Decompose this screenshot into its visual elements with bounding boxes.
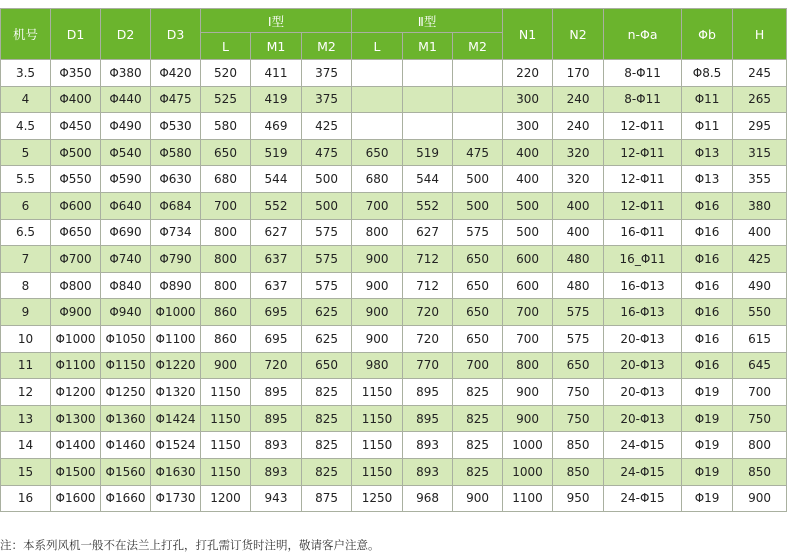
table-cell: 825: [302, 458, 352, 485]
table-cell: 1150: [201, 379, 251, 406]
table-row: [1, 485, 787, 512]
table-cell: Φ420: [151, 60, 201, 87]
table-cell: 1000: [503, 432, 553, 459]
table-cell: 850: [553, 458, 604, 485]
table-cell: Φ890: [151, 272, 201, 299]
table-cell: 968: [403, 485, 453, 512]
table-cell: 700: [503, 325, 553, 352]
table-cell: 11: [1, 352, 51, 379]
table-cell: Φ380: [101, 60, 151, 87]
table-cell: 400: [733, 219, 787, 246]
table-cell: Φ16: [682, 192, 733, 219]
table-cell: 800: [352, 219, 403, 246]
table-cell: 700: [352, 192, 403, 219]
table-cell: 20-Φ13: [604, 352, 682, 379]
table-cell: 15: [1, 458, 51, 485]
table-cell: 400: [553, 219, 604, 246]
table-cell: 1150: [352, 458, 403, 485]
table-cell: 650: [453, 246, 503, 273]
table-cell: 295: [733, 113, 787, 140]
table-cell: 16-Φ13: [604, 272, 682, 299]
table-cell: Φ690: [101, 219, 151, 246]
table-cell: Φ490: [101, 113, 151, 140]
table-cell: 893: [251, 432, 302, 459]
table-cell: Φ1560: [101, 458, 151, 485]
table-cell: 425: [733, 246, 787, 273]
table-cell: Φ19: [682, 379, 733, 406]
header-d3: D3: [151, 9, 201, 60]
header-type-2: Ⅱ型: [352, 9, 503, 33]
table-cell: 600: [503, 246, 553, 273]
table-cell: 900: [453, 485, 503, 512]
table-row: [1, 352, 787, 379]
table-cell: Φ13: [682, 139, 733, 166]
table-cell: Φ1000: [151, 299, 201, 326]
table-cell: 24-Φ15: [604, 485, 682, 512]
table-cell: 1150: [201, 432, 251, 459]
header-n2: N2: [553, 9, 604, 60]
table-cell: Φ1320: [151, 379, 201, 406]
table-cell: Φ475: [151, 86, 201, 113]
table-cell: Φ580: [151, 139, 201, 166]
header-d2: D2: [101, 9, 151, 60]
table-cell: 4: [1, 86, 51, 113]
table-cell: 895: [251, 379, 302, 406]
table-cell: 650: [352, 139, 403, 166]
table-cell: 500: [503, 192, 553, 219]
table-cell: 400: [553, 192, 604, 219]
table-cell: 411: [251, 60, 302, 87]
table-row: [1, 405, 787, 432]
table-row: [1, 219, 787, 246]
table-cell: 700: [453, 352, 503, 379]
table-cell: 1000: [503, 458, 553, 485]
table-cell: 800: [201, 246, 251, 273]
table-cell: 850: [553, 432, 604, 459]
table-cell: Φ1220: [151, 352, 201, 379]
table-cell: 650: [453, 325, 503, 352]
table-cell: Φ790: [151, 246, 201, 273]
table-cell: Φ1100: [151, 325, 201, 352]
table-cell: Φ19: [682, 458, 733, 485]
table-cell: 893: [403, 458, 453, 485]
header-type1-l: L: [201, 33, 251, 60]
table-cell: Φ900: [51, 299, 101, 326]
table-cell: 575: [302, 246, 352, 273]
table-cell: Φ8.5: [682, 60, 733, 87]
table-cell: Φ800: [51, 272, 101, 299]
table-cell: Φ1000: [51, 325, 101, 352]
header-type1-m1: M1: [251, 33, 302, 60]
table-cell: 1200: [201, 485, 251, 512]
table-cell: 575: [553, 299, 604, 326]
table-cell: 1150: [201, 458, 251, 485]
table-cell: Φ600: [51, 192, 101, 219]
table-cell: Φ630: [151, 166, 201, 193]
table-cell: 1100: [503, 485, 553, 512]
table-cell: Φ1100: [51, 352, 101, 379]
table-cell: 900: [352, 272, 403, 299]
table-cell: Φ550: [51, 166, 101, 193]
table-cell: 680: [352, 166, 403, 193]
header-n-phi-a: n-Φa: [604, 9, 682, 60]
footnote: 注：本系列风机一般不在法兰上打孔，打孔需订货时注明，敬请客户注意。: [0, 538, 380, 552]
table-cell: 544: [251, 166, 302, 193]
table-cell: 770: [403, 352, 453, 379]
table-cell: 475: [453, 139, 503, 166]
table-cell: 575: [453, 219, 503, 246]
table-cell: Φ1500: [51, 458, 101, 485]
table-row: [1, 246, 787, 273]
table-cell: Φ16: [682, 299, 733, 326]
table-row: [1, 86, 787, 113]
table-cell: Φ1250: [101, 379, 151, 406]
table-cell: Φ740: [101, 246, 151, 273]
table-cell: 1150: [352, 379, 403, 406]
table-cell: 650: [201, 139, 251, 166]
table-cell: 519: [403, 139, 453, 166]
table-cell: 575: [302, 272, 352, 299]
table-cell: 380: [733, 192, 787, 219]
table-cell: Φ734: [151, 219, 201, 246]
table-cell: 24-Φ15: [604, 432, 682, 459]
table-cell: 625: [302, 325, 352, 352]
table-cell: 469: [251, 113, 302, 140]
table-cell: [403, 86, 453, 113]
table-cell: 9: [1, 299, 51, 326]
table-cell: 425: [302, 113, 352, 140]
table-cell: 490: [733, 272, 787, 299]
table-cell: 16: [1, 485, 51, 512]
table-cell: 5.5: [1, 166, 51, 193]
table-cell: 943: [251, 485, 302, 512]
table-row: [1, 272, 787, 299]
table-cell: 24-Φ15: [604, 458, 682, 485]
table-cell: 320: [553, 166, 604, 193]
table-cell: Φ500: [51, 139, 101, 166]
table-cell: 7: [1, 246, 51, 273]
table-cell: 893: [403, 432, 453, 459]
table-cell: 850: [733, 458, 787, 485]
table-cell: Φ1660: [101, 485, 151, 512]
table-cell: 265: [733, 86, 787, 113]
table-cell: 625: [302, 299, 352, 326]
table-cell: 712: [403, 246, 453, 273]
table-cell: 8-Φ11: [604, 60, 682, 87]
table-cell: 615: [733, 325, 787, 352]
table-cell: 800: [201, 219, 251, 246]
table-cell: 400: [503, 166, 553, 193]
table-cell: 800: [503, 352, 553, 379]
table-cell: 475: [302, 139, 352, 166]
table-cell: Φ19: [682, 405, 733, 432]
table-cell: Φ1360: [101, 405, 151, 432]
table-cell: 6: [1, 192, 51, 219]
table-cell: Φ700: [51, 246, 101, 273]
table-cell: 20-Φ13: [604, 405, 682, 432]
table-cell: 825: [302, 405, 352, 432]
table-cell: 650: [553, 352, 604, 379]
table-cell: 300: [503, 86, 553, 113]
table-cell: 825: [453, 458, 503, 485]
table-cell: 860: [201, 299, 251, 326]
table-cell: 895: [403, 405, 453, 432]
table-cell: 700: [733, 379, 787, 406]
table-cell: Φ19: [682, 432, 733, 459]
table-cell: 315: [733, 139, 787, 166]
table-cell: 720: [251, 352, 302, 379]
table-cell: 519: [251, 139, 302, 166]
table-cell: Φ590: [101, 166, 151, 193]
table-cell: 900: [352, 246, 403, 273]
table-cell: 700: [503, 299, 553, 326]
table-cell: 375: [302, 86, 352, 113]
table-row: [1, 458, 787, 485]
table-cell: 20-Φ13: [604, 379, 682, 406]
table-cell: 800: [733, 432, 787, 459]
table-cell: Φ450: [51, 113, 101, 140]
table-cell: 480: [553, 272, 604, 299]
table-cell: 680: [201, 166, 251, 193]
table-row: [1, 113, 787, 140]
header-type2-l: L: [352, 33, 403, 60]
table-cell: 500: [503, 219, 553, 246]
table-cell: 320: [553, 139, 604, 166]
spec-table: [0, 8, 787, 512]
table-cell: 712: [403, 272, 453, 299]
table-cell: 12: [1, 379, 51, 406]
table-cell: 240: [553, 113, 604, 140]
table-cell: 520: [201, 60, 251, 87]
table-cell: 637: [251, 246, 302, 273]
table-cell: 1150: [352, 405, 403, 432]
table-cell: 550: [733, 299, 787, 326]
table-cell: 16-Φ11: [604, 219, 682, 246]
table-cell: 900: [201, 352, 251, 379]
table-cell: Φ350: [51, 60, 101, 87]
table-cell: 720: [403, 325, 453, 352]
header-n1: N1: [503, 9, 553, 60]
table-cell: Φ640: [101, 192, 151, 219]
table-cell: 400: [503, 139, 553, 166]
table-cell: 900: [503, 379, 553, 406]
table-cell: Φ440: [101, 86, 151, 113]
table-cell: Φ1050: [101, 325, 151, 352]
table-cell: 8: [1, 272, 51, 299]
table-cell: 12-Φ11: [604, 139, 682, 166]
table-cell: Φ16: [682, 219, 733, 246]
table-row: [1, 299, 787, 326]
table-cell: 695: [251, 325, 302, 352]
table-row: [1, 166, 787, 193]
table-cell: 500: [302, 192, 352, 219]
table-cell: 14: [1, 432, 51, 459]
table-cell: 825: [453, 379, 503, 406]
table-cell: 750: [553, 379, 604, 406]
table-cell: 12-Φ11: [604, 113, 682, 140]
table-cell: 575: [302, 219, 352, 246]
table-cell: Φ11: [682, 113, 733, 140]
table-cell: 13: [1, 405, 51, 432]
table-cell: Φ16: [682, 352, 733, 379]
table-cell: Φ19: [682, 485, 733, 512]
table-cell: 500: [453, 166, 503, 193]
table-cell: Φ400: [51, 86, 101, 113]
table-cell: 695: [251, 299, 302, 326]
table-cell: Φ1630: [151, 458, 201, 485]
table-row: [1, 325, 787, 352]
header-type1-m2: M2: [302, 33, 352, 60]
table-cell: 600: [503, 272, 553, 299]
table-cell: Φ650: [51, 219, 101, 246]
table-cell: 525: [201, 86, 251, 113]
table-cell: 20-Φ13: [604, 325, 682, 352]
table-row: [1, 60, 787, 87]
table-row: [1, 192, 787, 219]
table-cell: Φ16: [682, 272, 733, 299]
table-cell: 12-Φ11: [604, 166, 682, 193]
table-cell: Φ530: [151, 113, 201, 140]
table-cell: Φ1460: [101, 432, 151, 459]
table-cell: [453, 113, 503, 140]
table-cell: 750: [553, 405, 604, 432]
table-cell: 950: [553, 485, 604, 512]
table-cell: 5: [1, 139, 51, 166]
table-cell: 637: [251, 272, 302, 299]
table-cell: 895: [403, 379, 453, 406]
table-cell: [403, 60, 453, 87]
table-cell: 419: [251, 86, 302, 113]
table-cell: Φ13: [682, 166, 733, 193]
table-cell: 700: [201, 192, 251, 219]
table-cell: 825: [453, 432, 503, 459]
table-cell: 500: [453, 192, 503, 219]
header-type2-m2: M2: [453, 33, 503, 60]
table-cell: 16_Φ11: [604, 246, 682, 273]
table-cell: 1150: [201, 405, 251, 432]
table-cell: Φ540: [101, 139, 151, 166]
table-cell: Φ840: [101, 272, 151, 299]
table-cell: 1250: [352, 485, 403, 512]
table-cell: 980: [352, 352, 403, 379]
table-cell: 245: [733, 60, 787, 87]
table-cell: Φ1730: [151, 485, 201, 512]
table-row: [1, 379, 787, 406]
table-cell: 3.5: [1, 60, 51, 87]
table-cell: 900: [733, 485, 787, 512]
table-cell: Φ1200: [51, 379, 101, 406]
table-cell: 900: [352, 299, 403, 326]
table-cell: 6.5: [1, 219, 51, 246]
table-cell: 627: [403, 219, 453, 246]
table-cell: 800: [201, 272, 251, 299]
table-header: [1, 9, 787, 60]
table-cell: Φ1424: [151, 405, 201, 432]
table-cell: 575: [553, 325, 604, 352]
table-cell: Φ940: [101, 299, 151, 326]
table-cell: 16-Φ13: [604, 299, 682, 326]
table-cell: Φ11: [682, 86, 733, 113]
table-cell: 170: [553, 60, 604, 87]
table-cell: Φ16: [682, 246, 733, 273]
table-cell: 650: [302, 352, 352, 379]
header-jihao: 机号: [1, 9, 51, 60]
table-body: [1, 60, 787, 512]
table-cell: [352, 86, 403, 113]
table-cell: 650: [453, 272, 503, 299]
header-type2-m1: M1: [403, 33, 453, 60]
table-cell: 900: [352, 325, 403, 352]
table-cell: 860: [201, 325, 251, 352]
table-cell: Φ1150: [101, 352, 151, 379]
table-cell: 240: [553, 86, 604, 113]
table-cell: 300: [503, 113, 553, 140]
table-cell: 500: [302, 166, 352, 193]
table-cell: 544: [403, 166, 453, 193]
table-cell: 895: [251, 405, 302, 432]
table-cell: [453, 86, 503, 113]
table-cell: Φ16: [682, 325, 733, 352]
table-row: [1, 139, 787, 166]
table-cell: 355: [733, 166, 787, 193]
header-h: H: [733, 9, 787, 60]
table-cell: Φ1400: [51, 432, 101, 459]
table-cell: 825: [302, 379, 352, 406]
table-cell: [352, 60, 403, 87]
table-cell: 825: [453, 405, 503, 432]
header-type-1: Ⅰ型: [201, 9, 352, 33]
table-cell: 375: [302, 60, 352, 87]
table-cell: 10: [1, 325, 51, 352]
table-cell: [403, 113, 453, 140]
table-cell: 552: [251, 192, 302, 219]
table-cell: 645: [733, 352, 787, 379]
table-cell: 875: [302, 485, 352, 512]
table-cell: 220: [503, 60, 553, 87]
table-cell: 480: [553, 246, 604, 273]
table-cell: 750: [733, 405, 787, 432]
table-row: [1, 432, 787, 459]
table-cell: 825: [302, 432, 352, 459]
table-cell: 627: [251, 219, 302, 246]
table-cell: 720: [403, 299, 453, 326]
table-cell: [453, 60, 503, 87]
table-cell: 8-Φ11: [604, 86, 682, 113]
table-cell: 900: [503, 405, 553, 432]
table-cell: Φ1524: [151, 432, 201, 459]
table-cell: 12-Φ11: [604, 192, 682, 219]
table-cell: 1150: [352, 432, 403, 459]
table-cell: 893: [251, 458, 302, 485]
table-cell: 580: [201, 113, 251, 140]
header-d1: D1: [51, 9, 101, 60]
table-cell: Φ1300: [51, 405, 101, 432]
table-cell: Φ1600: [51, 485, 101, 512]
table-cell: 650: [453, 299, 503, 326]
table-cell: Φ684: [151, 192, 201, 219]
header-phi-b: Φb: [682, 9, 733, 60]
table-cell: 4.5: [1, 113, 51, 140]
table-cell: 552: [403, 192, 453, 219]
table-cell: [352, 113, 403, 140]
